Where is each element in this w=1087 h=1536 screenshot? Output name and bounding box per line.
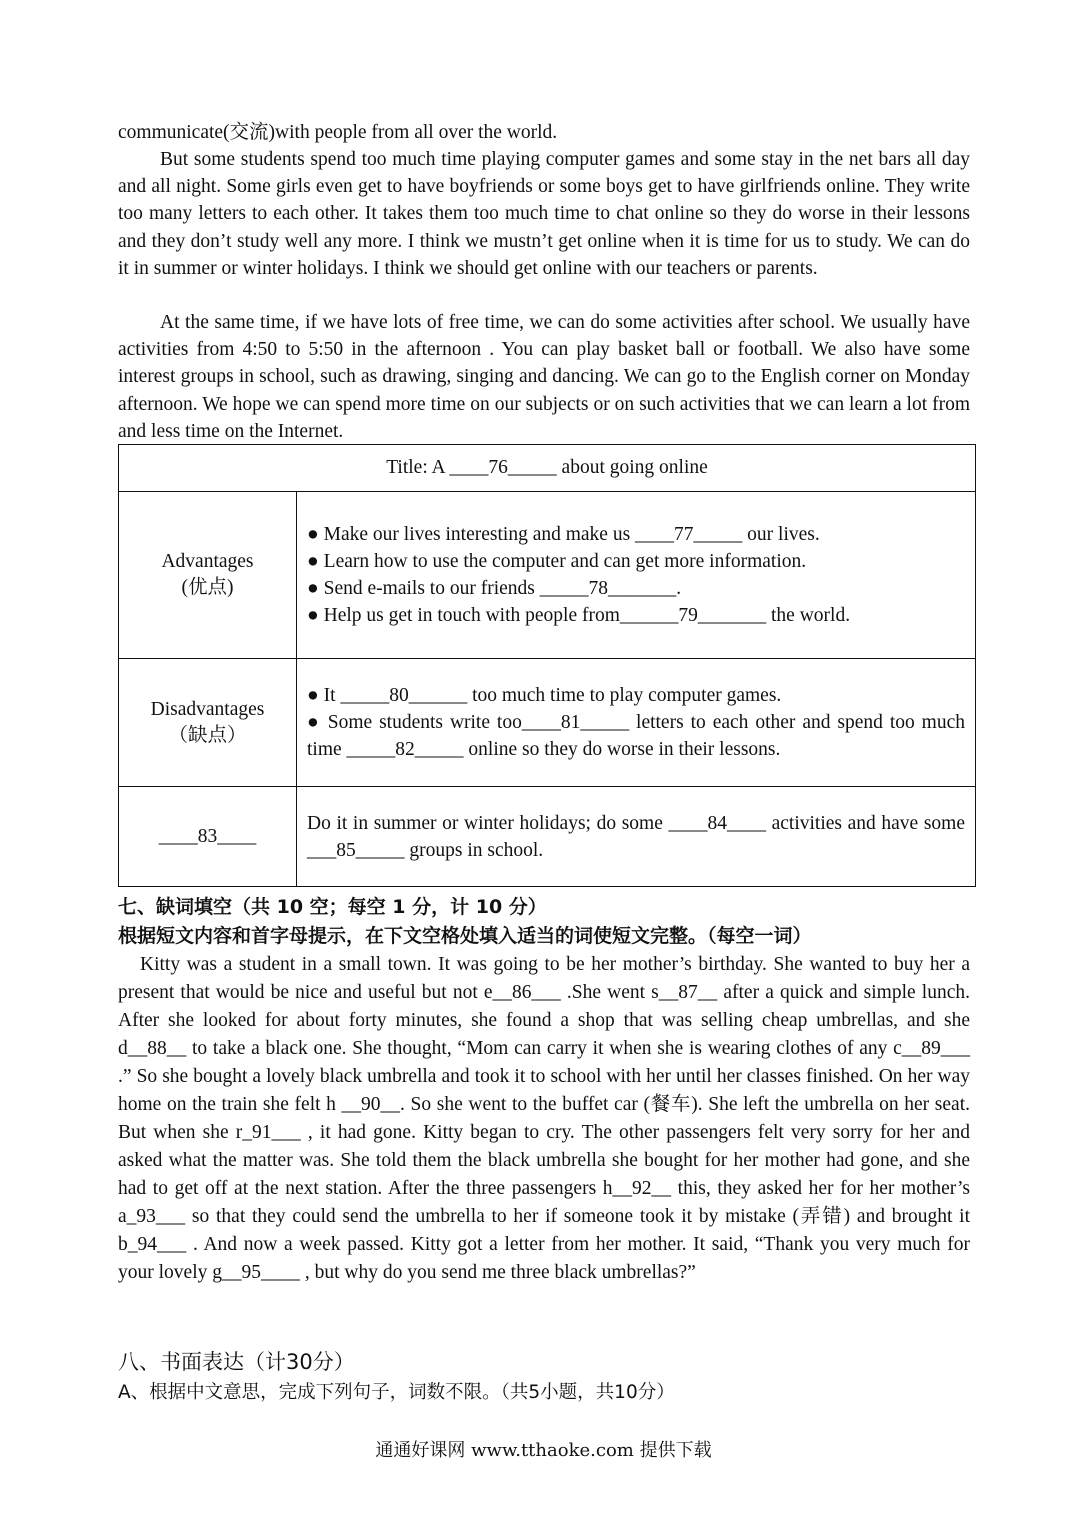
advantages-content (297, 492, 976, 659)
table-title: Title: A ____76_____ about going online (119, 445, 976, 492)
disadvantage-item: ● Some students write too____81_____ letters to each other and spend too much time _____82_____ online so they do worse in their lessons. (307, 712, 965, 760)
row3-label: ____83____ (119, 787, 297, 887)
passage-line: communicate(交流)with people from all over the world. (118, 122, 558, 143)
section7-instruction: 根据短文内容和首字母提示，在下文空格处填入适当的词使短文完整。（每空一词） (118, 925, 812, 947)
disadvantages-label: Disadvantages (150, 698, 265, 720)
footer-text: 通通好课网 www.tthaoke.com 提供下载 (375, 1440, 712, 1461)
passage-paragraph-3: At the same time, if we have lots of free time, we can do some activities after school. We usually have activities from 4:50 to 5:50 in the afternoon . You can play basket ball or football. We also have some interest groups in school, such as drawing, singing and dancing. We can go to the English corner on Monday afternoon. We hope we can spend more time on our subjects or on such activities that we can learn a lot from and less time on the Internet. (118, 312, 970, 442)
section7-passage: Kitty was a student in a small town. It was going to be her mother’s birthday. She wanted to buy her a present that would be nice and useful but not e__86___ .She went s__87__ after a quick and simple lunch. After she looked for about forty minutes, she found a shop that was selling cheap umbrellas, and she d__88__ to take a black one. She thought, “Mom can carry it when she is wearing clothes of any c__89___ .” So she bought a lovely black umbrella and took it to school with her until her classes finished. On her way home on the train she felt h __90__. So she went to the buffet car (餐车). She left the umbrella on her seat. But when she r_91___ , it had gone. Kitty began to cry. The other passengers felt very sorry for her and asked what the matter was. She told them the black umbrella she bought for her mother had gone, and she had to get off at the next station. After the three passengers h__92__ this, they asked her for her mother’s a_93___ so that they could send the umbrella to her if someone took it by mistake (弄错) and brought it b_94___ . And now a week passed. Kitty got a letter from her mother. It said, “Thank you very much for your lovely g__95____ , but why do you send me three black umbrellas?” (118, 954, 970, 1283)
disadvantages-content (297, 659, 976, 787)
advantages-label: Advantages (161, 551, 254, 572)
disadvantages-label-cell (119, 659, 297, 787)
disadvantage-item: ● It _____80______ too much time to play computer games. (307, 685, 782, 706)
disadvantages-label-cn: （缺点） (168, 724, 247, 746)
section8-heading: 八、书面表达（计30分） (118, 1350, 355, 1374)
summary-table (118, 444, 976, 887)
advantage-item: ● Send e-mails to our friends _____78_______. (307, 578, 682, 599)
advantage-item: ● Make our lives interesting and make us ____77_____ our lives. (307, 524, 820, 545)
row3-content (297, 787, 976, 887)
advantage-item: ● Learn how to use the computer and can get more information. (307, 551, 807, 572)
advantage-item: ● Help us get in touch with people from______79_______ the world. (307, 605, 851, 626)
section8-part-a: A、根据中文意思，完成下列句子，词数不限。（共5小题，共10分） (118, 1382, 675, 1403)
advantages-label-cn: (优点) (181, 577, 234, 598)
section7-heading: 七、缺词填空（共 10 空；每空 1 分，计 10 分） (118, 896, 547, 918)
row3-text: Do it in summer or winter holidays; do some ____84____ activities and have some ___85_____ groups in school. (307, 812, 965, 861)
advantages-label-cell (119, 492, 297, 659)
passage-paragraph-2: But some students spend too much time playing computer games and some stay in the net bars all day and all night. Some girls even get to have boyfriends or some boys get to have girlfriends online. They write too many letters to each other. It takes them too much time to chat online so they do worse in their lessons and they don’t study well any more. I think we mustn’t get online when it is time for us to study. We can do it in summer or winter holidays. I think we should get online with our teachers or parents. (118, 149, 970, 279)
